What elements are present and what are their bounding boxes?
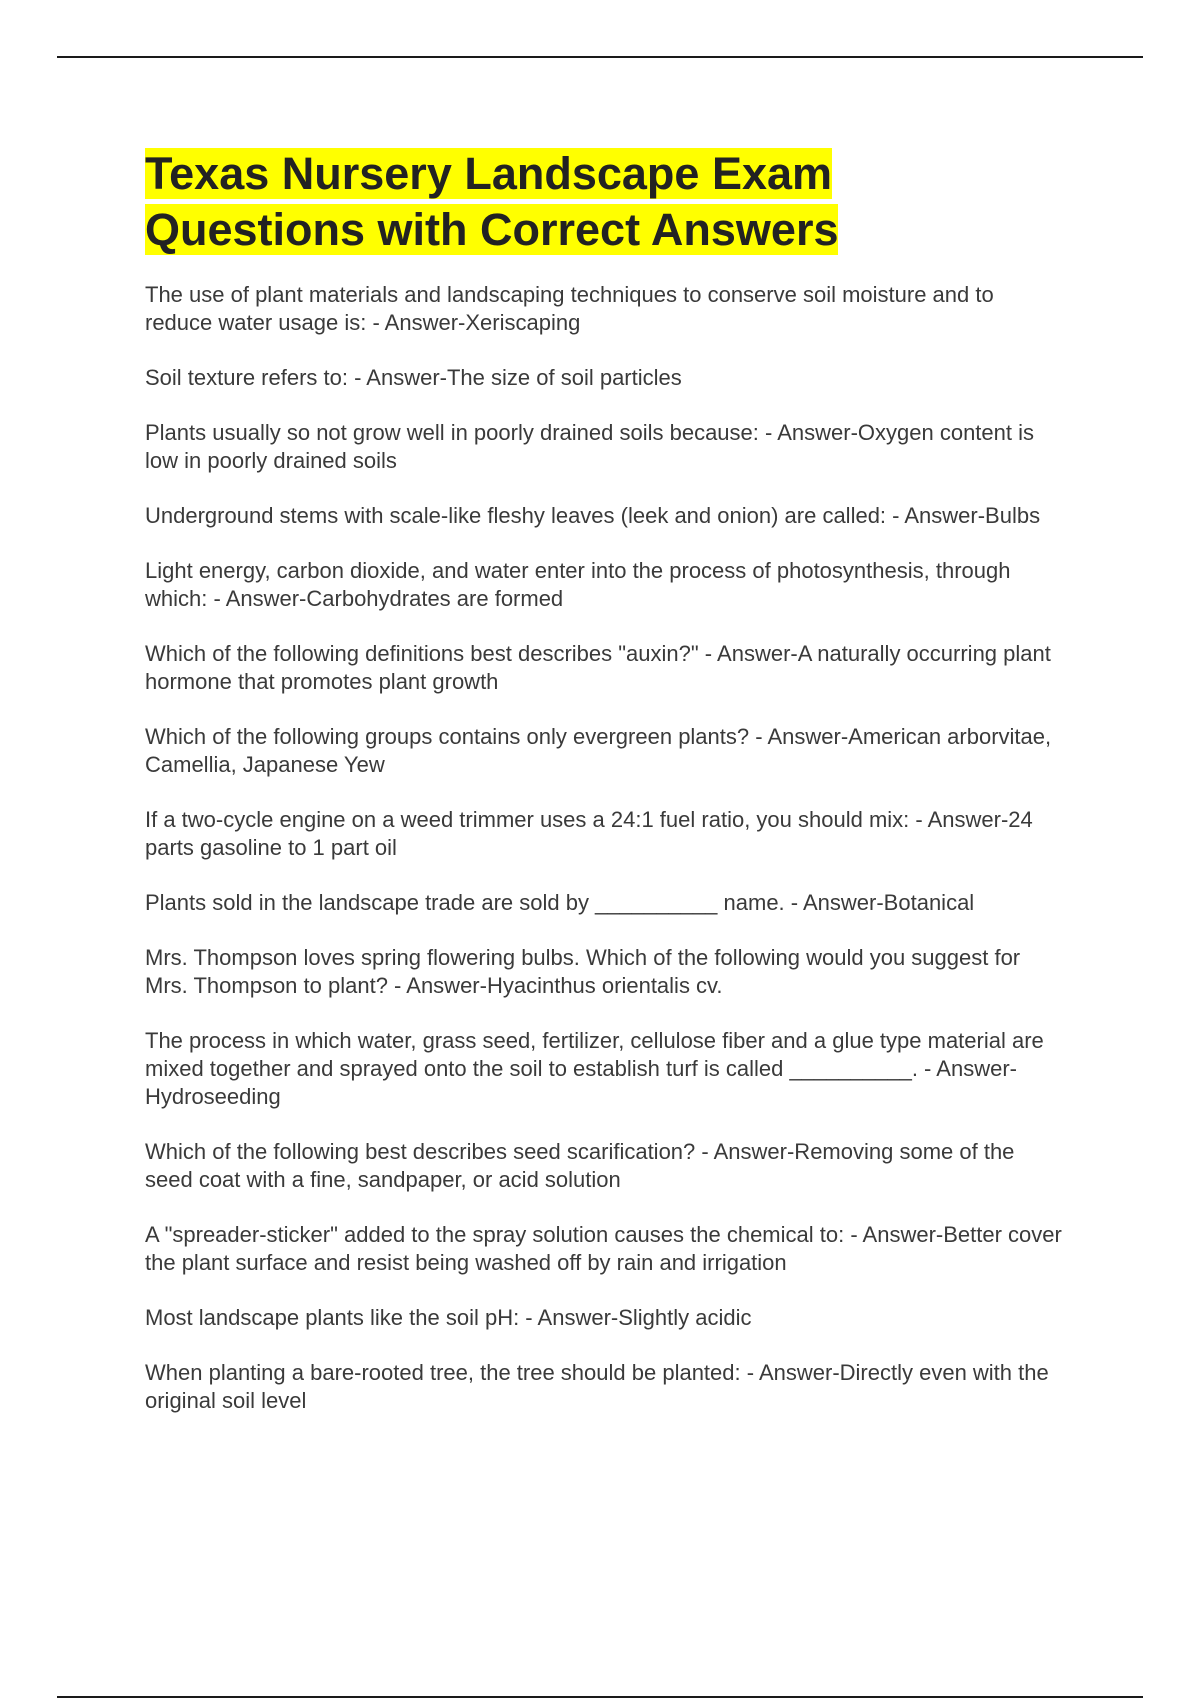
document-title: Texas Nursery Landscape Exam Questions with Correct Answers — [145, 148, 839, 255]
qa-item-11: The process in which water, grass seed, fertilizer, cellulose fiber and a glue type material are mixed together and sprayed onto the soil to establish turf is called __________. - Answer-Hydroseeding — [145, 1028, 1044, 1109]
top-rule — [57, 56, 1143, 58]
bottom-rule — [57, 1696, 1143, 1698]
qa-item-7: Which of the following groups contains only evergreen plants? - Answer-American arborvitae, Camellia, Japanese Yew — [145, 724, 1052, 777]
qa-item-10: Mrs. Thompson loves spring flowering bulbs. Which of the following would you suggest for Mrs. Thompson to plant? - Answer-Hyacinthus orientalis cv. — [145, 945, 1021, 998]
qa-item-9: Plants sold in the landscape trade are sold by __________ name. - Answer-Botanical — [145, 890, 975, 915]
qa-item-12: Which of the following best describes seed scarification? - Answer-Removing some of the seed coat with a fine, sandpaper, or acid solution — [145, 1139, 1015, 1192]
qa-item-13: A "spreader-sticker" added to the spray solution causes the chemical to: - Answer-Better cover the plant surface and resist being washed off by rain and irrigation — [145, 1222, 1062, 1275]
qa-item-6: Which of the following definitions best describes "auxin?" - Answer-A naturally occurring plant hormone that promotes plant growth — [145, 641, 1051, 694]
qa-item-14: Most landscape plants like the soil pH: - Answer-Slightly acidic — [145, 1305, 752, 1330]
qa-item-1: The use of plant materials and landscaping techniques to conserve soil moisture and to reduce water usage is: - Answer-Xeriscaping — [145, 282, 994, 335]
qa-item-5: Light energy, carbon dioxide, and water enter into the process of photosynthesis, through which: - Answer-Carbohydrates are formed — [145, 558, 1011, 611]
qa-item-4: Underground stems with scale-like fleshy leaves (leek and onion) are called: - Answer-Bulbs — [145, 503, 1041, 528]
qa-item-3: Plants usually so not grow well in poorly drained soils because: - Answer-Oxygen content is low in poorly drained soils — [145, 420, 1035, 473]
qa-item-2: Soil texture refers to: - Answer-The size of soil particles — [145, 365, 682, 390]
qa-item-15: When planting a bare-rooted tree, the tree should be planted: - Answer-Directly even with the original soil level — [145, 1360, 1049, 1413]
qa-item-8: If a two-cycle engine on a weed trimmer uses a 24:1 fuel ratio, you should mix: - Answer-24 parts gasoline to 1 part oil — [145, 807, 1033, 860]
document-body — [145, 146, 1065, 1442]
title-block — [145, 146, 925, 258]
